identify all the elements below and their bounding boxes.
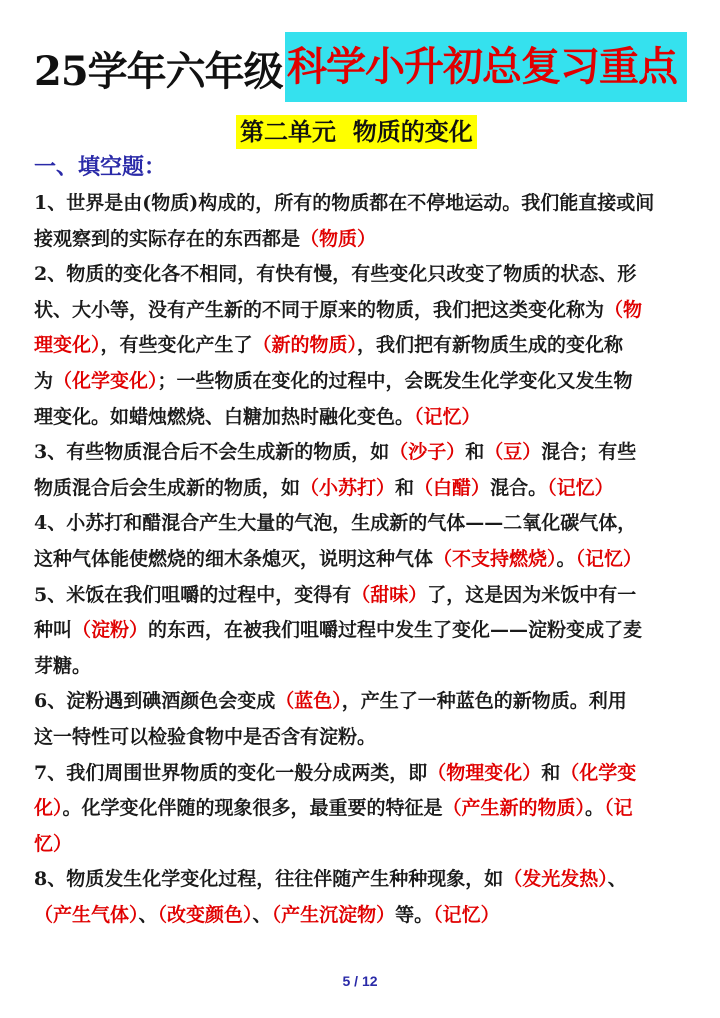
question-line — [34, 328, 689, 364]
question-text: ，我们把有新物质生成的变化称 — [357, 334, 624, 357]
question-text: 4、小苏打和醋混合产生大量的气泡，生成新的气体——二氧化碳气体， — [34, 512, 637, 535]
answer-text: （记忆） — [414, 405, 481, 428]
question-line — [34, 684, 689, 720]
question-text: 的东西，在被我们咀嚼过程中发生了变化——淀粉变成了麦 — [148, 619, 643, 642]
question-text: 接观察到的实际存在的东西都是 — [34, 227, 301, 250]
question-item — [34, 756, 689, 863]
question-text: 、 — [607, 868, 627, 891]
question-line — [34, 400, 689, 436]
question-text: 混合；有些 — [541, 441, 637, 464]
question-line — [34, 471, 689, 507]
answer-text: （豆） — [484, 441, 542, 464]
answer-text: （物理变化） — [427, 761, 542, 784]
question-line — [34, 756, 689, 792]
question-line — [34, 649, 689, 685]
page-number: 5 / 12 — [342, 973, 378, 989]
answer-text: （产生气体） — [34, 903, 139, 926]
question-list — [34, 186, 689, 933]
answer-text: （物质） — [300, 227, 377, 250]
answer-text: （记忆） — [547, 476, 614, 499]
question-text: 7、我们周围世界物质的变化一般分成两类，即 — [34, 761, 428, 784]
question-item — [34, 435, 689, 506]
question-text: 、 — [252, 903, 272, 926]
question-text: 8、物质发生化学变化过程，往往伴随产生种种现象，如 — [34, 868, 504, 891]
question-text: 和 — [465, 441, 485, 464]
answer-text: （淀粉） — [72, 619, 149, 642]
answer-text: （记忆） — [433, 903, 500, 926]
question-text: 。化学变化伴随的现象很多，最重要的特征是 — [62, 797, 443, 820]
question-text: ；一些物质在变化的过程中，会既发生化学变化又发生物 — [157, 369, 633, 392]
answer-text: （新的物质） — [252, 334, 358, 357]
question-line — [34, 791, 689, 827]
question-text: 。 — [585, 797, 605, 820]
page-header — [0, 32, 720, 106]
question-line — [34, 364, 689, 400]
question-line — [34, 862, 689, 898]
question-line — [34, 186, 689, 222]
question-line — [34, 435, 689, 471]
answer-text: （发光发热） — [503, 868, 608, 891]
question-item — [34, 862, 689, 933]
question-text: 种叫 — [34, 619, 73, 642]
answer-text: （产生沉淀物） — [271, 903, 396, 926]
question-line — [34, 542, 689, 578]
question-text: 这种气体能使燃烧的细木条熄灭，说明这种气体 — [34, 547, 434, 570]
answer-text: （记忆） — [575, 547, 643, 570]
unit-title: 第二单元 物质的变化 — [236, 115, 477, 149]
answer-text: （记 — [604, 797, 633, 820]
question-text: 3、有些物质混合后不会生成新的物质，如 — [34, 441, 390, 464]
question-line — [34, 222, 689, 258]
question-text: 混合。 — [490, 476, 548, 499]
question-line — [34, 257, 689, 293]
question-text: 芽糖。 — [34, 654, 92, 677]
answer-text: （沙子） — [389, 441, 466, 464]
answer-text: （产生新的物质） — [442, 797, 586, 820]
question-item — [34, 684, 689, 755]
answer-text: （物 — [604, 298, 643, 321]
answer-text: （蓝色） — [275, 690, 342, 713]
question-item — [34, 257, 689, 435]
question-text: ，有些变化产生了 — [100, 334, 253, 357]
answer-text: （化学变 — [560, 761, 637, 784]
question-text: 5、米饭在我们咀嚼的过程中，变得有 — [34, 583, 352, 606]
answer-text: （改变颜色） — [157, 903, 253, 926]
question-text: 物质混合后会生成新的物质，如 — [34, 476, 301, 499]
question-text: 1、世界是由(物质)构成的，所有的物质都在不停地运动。我们能直接或间 — [34, 192, 655, 214]
answer-text: 忆） — [34, 832, 73, 855]
answer-text: （甜味） — [351, 583, 428, 606]
section-title: 一、填空题： — [34, 154, 167, 180]
question-text: 状、大小等，没有产生新的不同于原来的物质，我们把这类变化称为 — [34, 298, 605, 321]
question-text: 、 — [138, 903, 158, 926]
question-line — [34, 898, 689, 934]
question-text: 6、淀粉遇到碘酒颜色会变成 — [34, 690, 276, 713]
question-text: ，产生了一种蓝色的新物质。利用 — [341, 690, 627, 713]
question-text: 和 — [541, 761, 561, 784]
question-line — [34, 506, 689, 542]
question-item — [34, 186, 689, 257]
title-prefix: 25学年六年级 — [34, 48, 283, 95]
question-text: 了，这是因为米饭中有一 — [427, 583, 637, 606]
question-text: 这一特性可以检验食物中是否含有淀粉。 — [34, 725, 377, 748]
question-text: 理变化。如蜡烛燃烧、白糖加热时融化变色。 — [34, 405, 415, 428]
question-text: 等。 — [395, 903, 434, 926]
answer-text: 理变化） — [34, 334, 101, 357]
question-text: 。 — [556, 547, 576, 570]
question-item — [34, 506, 689, 577]
answer-text: （不支持燃烧） — [433, 547, 557, 570]
question-item — [34, 578, 689, 685]
question-line — [34, 613, 689, 649]
question-line — [34, 293, 689, 329]
question-line — [34, 578, 689, 614]
answer-text: （小苏打） — [300, 476, 396, 499]
answer-text: （化学变化） — [53, 369, 158, 392]
question-text: 2、物质的变化各不相同，有快有慢，有些变化只改变了物质的状态、形 — [34, 263, 637, 286]
title-highlight: 科学小升初总复习重点 — [285, 32, 687, 102]
question-line — [34, 720, 689, 756]
question-line — [34, 827, 689, 863]
question-text: 为 — [34, 369, 54, 392]
answer-text: 化） — [34, 797, 63, 820]
answer-text: （白醋） — [414, 476, 491, 499]
question-text: 和 — [395, 476, 415, 499]
